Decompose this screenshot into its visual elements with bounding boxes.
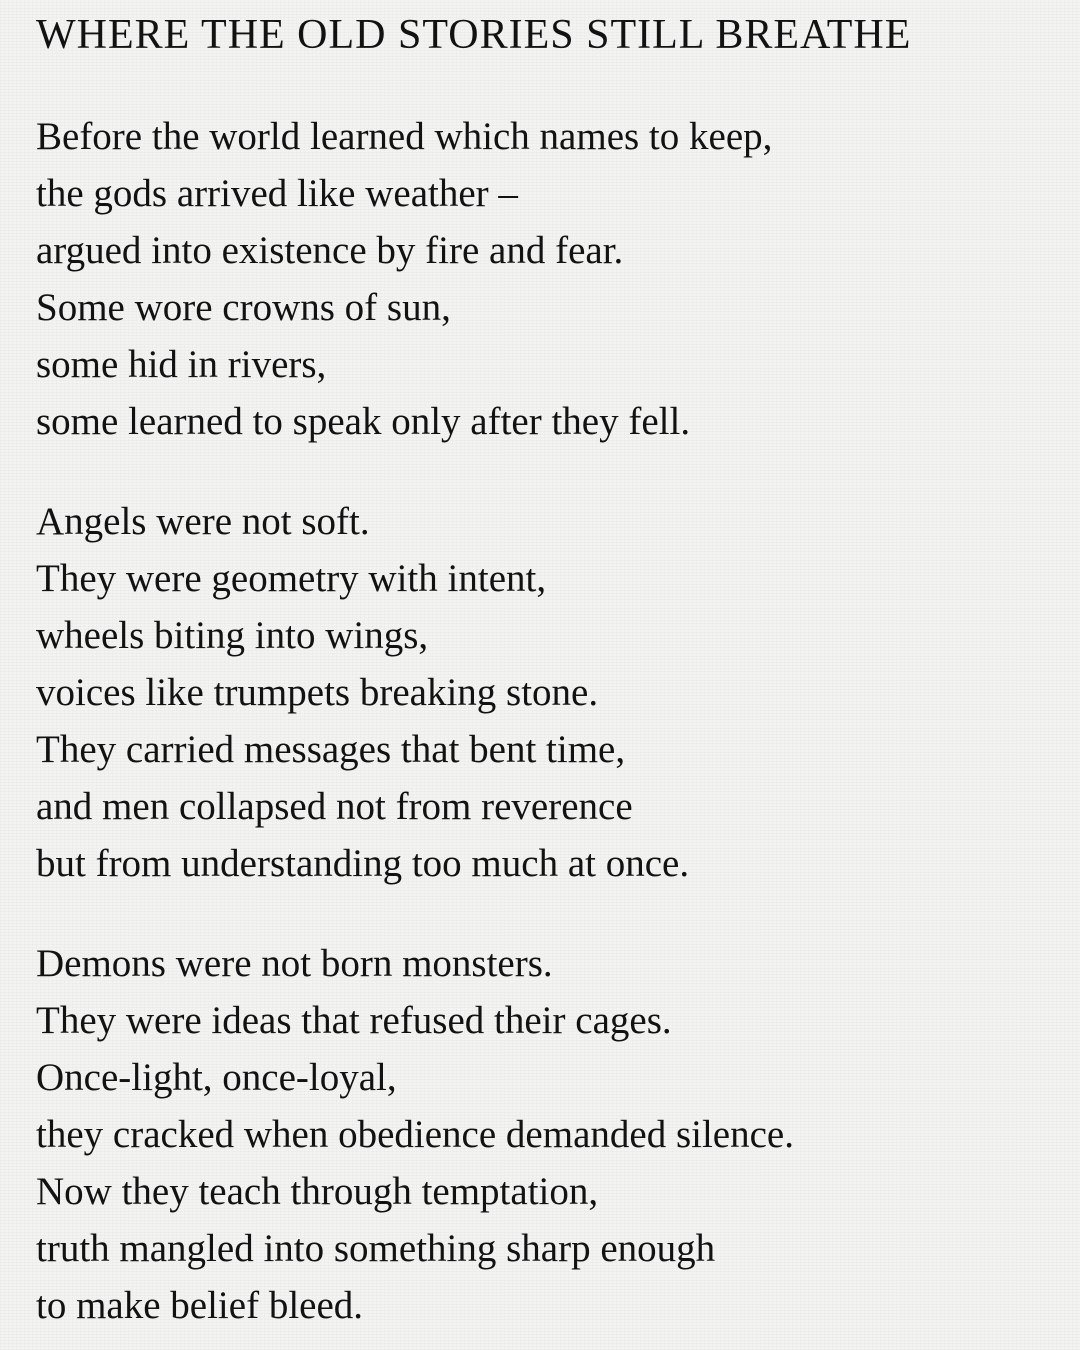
poem-line: They carried messages that bent time, <box>36 728 626 771</box>
poem-line: Angels were not soft. <box>36 500 370 543</box>
poem-line: the gods arrived like weather – <box>36 172 518 215</box>
poem-line: They were geometry with intent, <box>36 557 547 600</box>
poem-line: to make belief bleed. <box>36 1284 364 1327</box>
stanza <box>36 108 772 450</box>
poem-line: Now they teach through temptation, <box>36 1170 599 1213</box>
stanza <box>36 493 689 892</box>
poem-line: Demons were not born monsters. <box>36 942 553 985</box>
poem-line: argued into existence by fire and fear. <box>36 229 624 272</box>
poem-line: and men collapsed not from reverence <box>36 785 633 828</box>
poem-line: Once-light, once-loyal, <box>36 1056 397 1099</box>
poem-title: WHERE THE OLD STORIES STILL BREATHE <box>36 12 912 58</box>
poem-line: truth mangled into something sharp enough <box>36 1227 716 1270</box>
poem-line: but from understanding too much at once. <box>36 842 690 885</box>
poem-line: wheels biting into wings, <box>36 614 429 657</box>
poem-line: they cracked when obedience demanded silence. <box>36 1113 794 1156</box>
stanza <box>36 935 794 1334</box>
poem-line: some learned to speak only after they fell. <box>36 400 691 443</box>
poem-line: some hid in rivers, <box>36 343 327 386</box>
poem-line: Before the world learned which names to keep, <box>36 115 773 158</box>
poem-line: They were ideas that refused their cages. <box>36 999 672 1042</box>
poem-line: voices like trumpets breaking stone. <box>36 671 599 714</box>
poem-line: Some wore crowns of sun, <box>36 286 451 329</box>
